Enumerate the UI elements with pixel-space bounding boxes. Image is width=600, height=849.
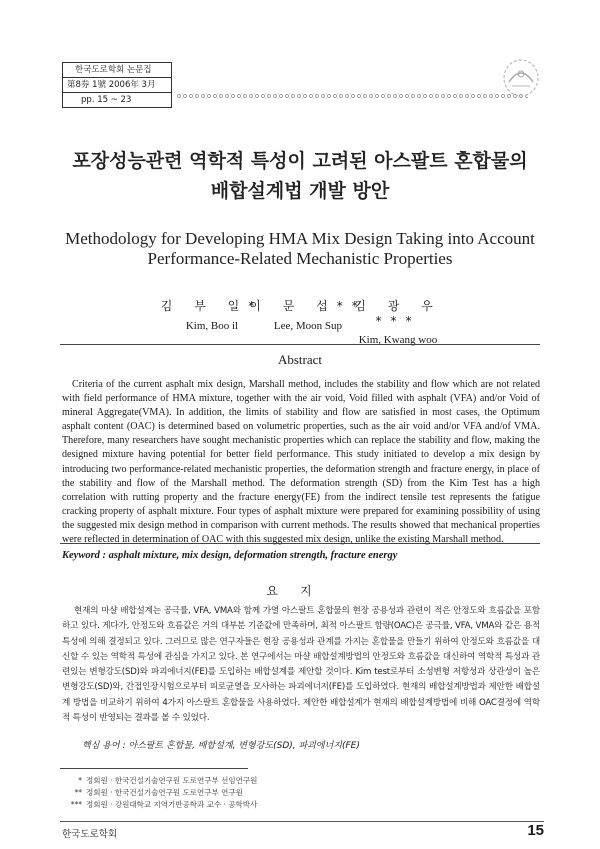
- footnote-mark: ***: [70, 800, 82, 809]
- footnote-text: 정회원 · 한국건설기술연구원 도로연구부 연구원: [86, 788, 243, 797]
- journal-info-box: [62, 62, 172, 108]
- footnote-mark: *: [78, 776, 82, 785]
- korean-title-line-2: 배합설계법 개발 방안: [210, 180, 390, 202]
- decorative-dotted-line: [176, 92, 528, 100]
- footnote-3: [60, 799, 257, 810]
- author-name-ko: 김 광 우***: [354, 299, 442, 328]
- footnote-divider: [60, 768, 248, 769]
- footnote-text: 정회원 · 한국건설기술연구원 도로연구부 선임연구원: [86, 776, 258, 785]
- footnote-2: [60, 787, 243, 798]
- footnote-text: 정회원 · 강원대학교 지역기반공학과 교수 · 공학박사: [86, 800, 258, 809]
- footer-divider: [60, 821, 544, 822]
- abstract-divider: [60, 543, 540, 544]
- footnote-mark: **: [74, 788, 82, 797]
- korean-summary-paragraph: 현재의 마샬 배합설계는 공극률, VFA, VMA와 함께 가열 아스팔트 혼합물의 현장 공용성과 관련이 적은 안정도와 흐름값을 포함하고 있다. 게다가, 안정도와 흐름값은 거의 대부분 기준값에 만족하며, 최적 아스팔트 함량(OAC)은 공극률, VFA, VMA와 같은 용적특성에 의해 결정되고 있다. 그러므로 많은 연구자들은 현장 공용성과 관계를 가지는 혼합물을 만들기 위하여 안정도와 흐름값을 대신할 수 있는 역학적 특성에 관심을 가지고 있다. 본 연구에서는 마샬 배합설계방법의 안정도와 흐름값을 대신하여 역학적 특성과 관련있는 변형강도(SD)와 파괴에너지(FE)를 도입하는 배합설계를 제안할 것이다. Kim test로부터 소성변형 저항성과 상관성이 높은 변형강도(SD)와, 간접인장시험으로부터 피로균열을 모사하는 파괴에너지(FE)를 도입하였다. 현재의 배합설계방법과 제안한 배합설계 방법을 비교하기 위하여 4가지 아스팔트 혼합물을 사용하였다. 제안한 배합설계가 현재의 배합설계방법에 비해 OAC결정에 역학적 특성이 반영되는 결과를 볼 수 있었다.: [62, 606, 540, 724]
- journal-name: 한국도로학회 논문집: [63, 63, 171, 78]
- page-number: 15: [527, 822, 544, 839]
- footnote-1: [60, 775, 257, 786]
- journal-pages: pp. 15 ~ 23: [81, 95, 132, 105]
- english-title-line-2: Performance-Related Mechanistic Properties: [147, 249, 453, 268]
- korean-title-line-1: 포장성능관련 역학적 특성이 고려된 아스팔트 혼합물의: [72, 150, 528, 172]
- keywords-en: Keyword : asphalt mixture, mix design, deformation strength, fracture energy: [62, 550, 398, 561]
- abstract-paragraph: Criteria of the current asphalt mix design, Marshall method, includes the stability and flow which are not related with field performance of HMA mixture, together with the air void, Void filled with asphalt (VFA) and/or Void of mineral Aggregate(VMA). In addition, the limits of stability and flow are satisfied in most cases, the Optimum asphalt content (OAC) is determined based on volumetric properties, such as the air void and/or VFA and/of VMA. Therefore, many researchers have sought mechanistic properties which can replace the stability and flow, making the designed mixture having potential for better field performance. This study initiated to develop a mix design by introducing two performance-related mechanistic properties, the deformation strength and fracture energy, in place of the stability and flow of the Marshall method. The deformation strength (SD) from the Kim Test has a high correlation with rutting property and the fracture energy(FE) from the indirect tensile test represents the fatigue cracking property of asphalt mixture. Four types of asphalt mixture were prepared for examining possibility of using the suggested mix design method in comparison with current methods. The results showed that mechanical properties were reflected in determination of OAC with this suggested mix design, unlike the existing Marshall method.: [62, 379, 540, 546]
- footer-society-name: 한국도로학회: [62, 829, 118, 840]
- journal-volume: 第8券 1號 2006年 3月: [63, 78, 171, 93]
- keywords-ko: 핵심 용어 : 아스팔트 혼합물, 배합설계, 변형강도(SD), 파괴에너지(FE): [82, 741, 360, 751]
- author-name-en: Kim, Boo il: [185, 320, 239, 332]
- english-title-line-1: Methodology for Developing HMA Mix Design Taking into Account: [65, 229, 535, 248]
- korean-summary-body: [62, 604, 540, 726]
- author-name-ko: 이 문 섭**: [249, 299, 367, 313]
- author-name-en: Kim, Kwang woo: [358, 334, 438, 346]
- society-logo-icon: [500, 56, 542, 100]
- abstract-body: [62, 378, 540, 547]
- author-name-en: Lee, Moon Sup: [273, 320, 343, 332]
- author-name-ko: 김 부 일*: [160, 299, 264, 313]
- korean-summary-heading: 요지: [266, 584, 334, 598]
- header-divider: [60, 344, 540, 345]
- author-3: [338, 297, 458, 346]
- abstract-heading: Abstract: [277, 352, 323, 367]
